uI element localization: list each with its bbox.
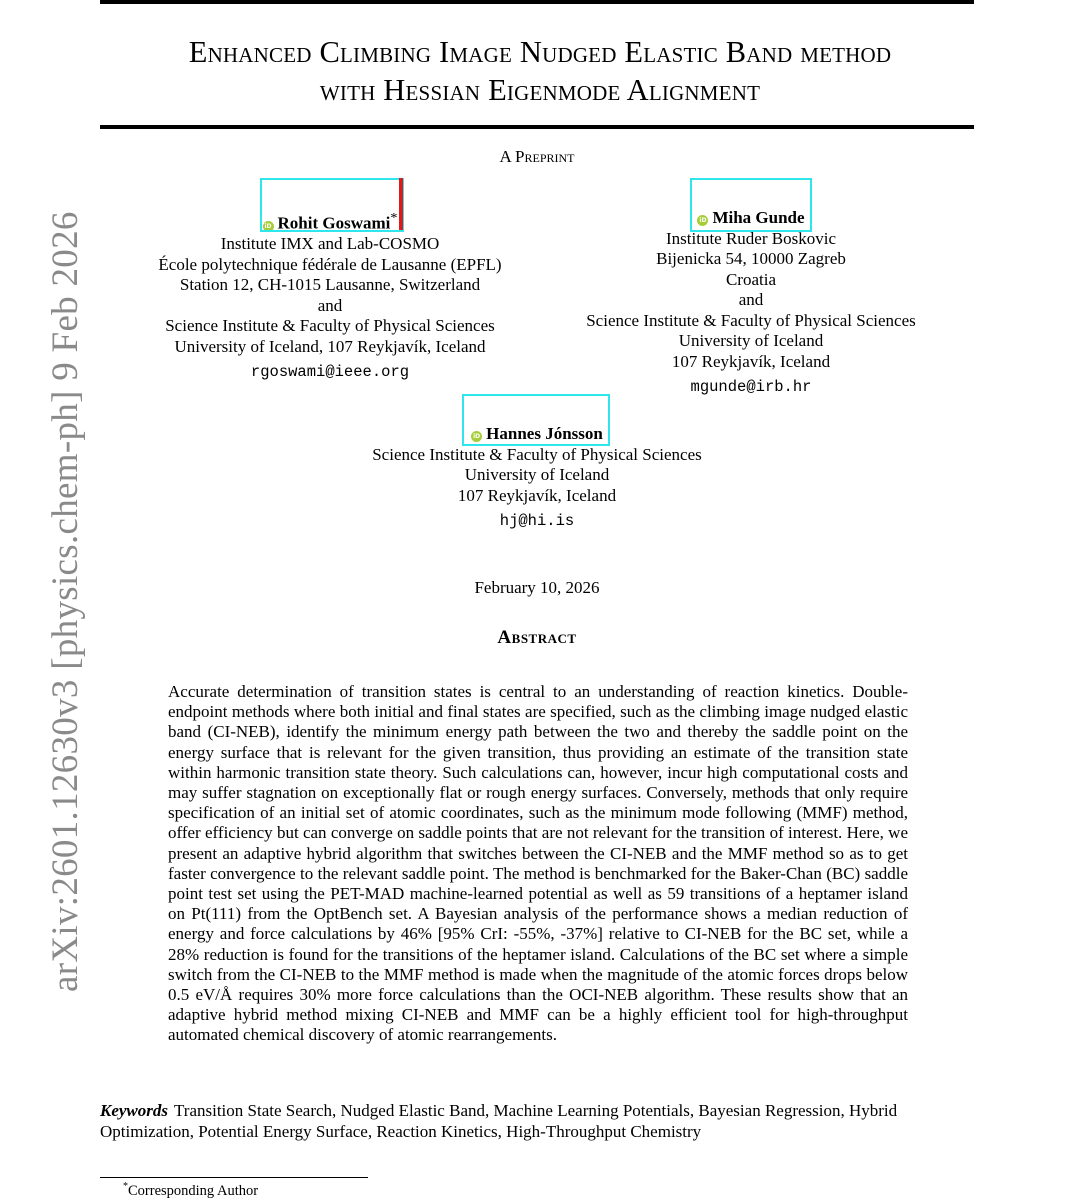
title-bottom-rule <box>100 125 974 129</box>
title-line-2: with Hessian Eigenmode Alignment <box>319 73 761 107</box>
author-block-jonsson <box>337 424 737 532</box>
affiliation-line: University of Iceland <box>678 331 824 350</box>
affiliation-line: Science Institute & Faculty of Physical Sciences <box>586 310 916 330</box>
abstract-text: Accurate determination of transition states is central to an understanding of reaction kinetics. Double-endpoint methods where both initial and final states are specified, such as the climbing image nudged elastic band (CI-NEB), identify the minimum energy path between the two and thereby the saddle point on the energy surface that is relevant for the given transition, thus providing an estimate of the transition state within harmonic transition state theory. Such calculations can, however, incur high computational costs and may suffer stagnation on exceptionally flat or rough energy surfaces. Conversely, methods that only require specification of an initial set of atomic coordinates, such as the minimum mode following (MMF) method, offer efficiency but can converge on saddle points that are not relevant for the transition of interest. Here, we present an adaptive hybrid algorithm that switches between the CI-NEB and the MMF method so as to get faster convergence to the relevant saddle point. The method is benchmarked for the Baker-Chan (BC) saddle point test set using the PET-MAD machine-learned potential as well as 59 transitions of a heptamer island on Pt(111) from the OptBench set. A Bayesian analysis of the performance shows a median reduction of energy and force calculations by 46% [95% CrI: -55%, -37%] relative to CI-NEB for the BC set, while a 28% reduction is found for the transitions of the heptamer island. Calculations of the BC set where a simple switch from the CI-NEB to the MMF method is made when the magnitude of the atomic forces drops below 0.5 eV/Å requires 30% more force calculations than the OCI-NEB algorithm. These results show that an adaptive hybrid method mixing CI-NEB and MMF can be a highly efficient tool for high-throughput automated chemical discovery of atomic rearrangements. <box>168 682 908 1045</box>
author-email[interactable]: mgunde@irb.hr <box>690 378 812 396</box>
paper-title <box>90 33 990 109</box>
orcid-icon[interactable]: iD <box>473 433 481 440</box>
affiliation-line: Science Institute & Faculty of Physical Sciences <box>372 444 702 464</box>
affiliation-line: University of Iceland <box>464 465 610 484</box>
keywords-list: Transition State Search, Nudged Elastic Band, Machine Learning Potentials, Bayesian Regression, Hybrid Optimization, Potential Energy Surface, Reaction Kinetics, High-Throughput Chemistry <box>100 1101 898 1141</box>
top-rule <box>100 0 974 4</box>
arxiv-sidebar <box>0 0 86 1200</box>
affiliation-line: École polytechnique fédérale de Lausanne (EPFL) <box>158 254 502 274</box>
abstract-heading: Abstract <box>497 627 577 648</box>
title-line-1: Enhanced Climbing Image Nudged Elastic Band method <box>188 35 892 69</box>
author-email[interactable]: rgoswami@ieee.org <box>250 363 410 382</box>
footnote <box>123 1181 258 1200</box>
footnote-rule <box>100 1177 368 1178</box>
keywords-label: Keywords <box>100 1101 168 1120</box>
affiliation-line: Croatia <box>725 269 777 289</box>
affiliation-line: Institute Ruder Boskovic <box>666 228 836 248</box>
orcid-icon[interactable]: iD <box>264 222 272 230</box>
author-name[interactable]: Rohit Goswami <box>277 213 391 233</box>
footnote-text: Corresponding Author <box>128 1182 259 1199</box>
footnote-mark: * <box>123 1181 128 1192</box>
arxiv-identifier[interactable]: arXiv:2601.12630v3 [physics.chem-ph] 9 Feb 2026 <box>45 211 86 992</box>
preprint-label: A Preprint <box>499 147 575 166</box>
paper-date: February 10, 2026 <box>474 578 600 597</box>
cursor-marker <box>399 178 403 230</box>
author-block-goswami <box>90 208 570 383</box>
affiliation-line: and <box>738 290 764 309</box>
affiliation-line: University of Iceland, 107 Reykjavík, Iceland <box>174 336 486 356</box>
orcid-icon[interactable]: iD <box>699 217 707 224</box>
affiliation-line: Station 12, CH-1015 Lausanne, Switzerland <box>179 275 481 295</box>
author-block-gunde <box>555 208 947 398</box>
author-name[interactable]: Miha Gunde <box>712 208 805 227</box>
author-email[interactable]: hj@hi.is <box>499 512 575 530</box>
affiliation-line: 107 Reykjavík, Iceland <box>671 351 831 371</box>
affiliation-line: and <box>317 295 343 315</box>
keywords <box>100 1101 980 1142</box>
affiliation-line: Institute IMX and Lab-COSMO <box>220 234 440 254</box>
author-name[interactable]: Hannes Jónsson <box>486 424 603 443</box>
corresponding-mark: * <box>390 210 398 226</box>
affiliation-line: Science Institute & Faculty of Physical Sciences <box>165 316 495 336</box>
affiliation-line: Bijenicka 54, 10000 Zagreb <box>656 249 846 268</box>
affiliation-line: 107 Reykjavík, Iceland <box>457 485 617 505</box>
